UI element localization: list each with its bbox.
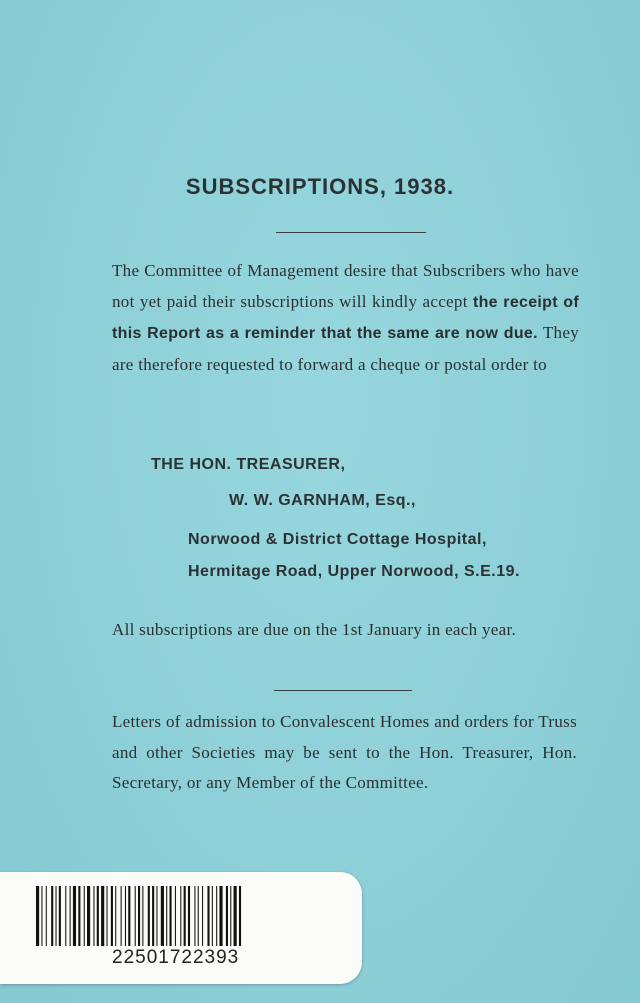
divider-top: [276, 232, 426, 233]
reminder-outro: They are therefore requested to forward a cheque or postal order to: [112, 323, 579, 374]
address-line-name: W. W. GARNHAM, Esq.,: [229, 492, 416, 509]
due-date-paragraph: All subscriptions are due on the 1st January in each year.: [112, 620, 517, 639]
reminder-intro: The Committee of Management desire that Subscribers who have not yet paid their subscriptions will kindly accept: [112, 261, 579, 311]
barcode-number: 22501722393: [112, 947, 240, 968]
admission-paragraph: Letters of admission to Convalescent Homes and orders for Truss and other Societies may be sent to the Hon. Treasurer, Hon. Secretary, or any Member of the Committee.: [112, 712, 577, 792]
address-line-road: Hermitage Road, Upper Norwood, S.E.19.: [188, 563, 520, 580]
page-title: SUBSCRIPTIONS, 1938.: [185, 174, 455, 199]
barcode-image: [36, 886, 326, 946]
address-line-treasurer: THE HON. TREASURER,: [151, 456, 346, 473]
reminder-paragraph: [112, 256, 579, 380]
address-line-hospital: Norwood & District Cottage Hospital,: [188, 531, 487, 548]
reminder-bold-text: the receipt of this Report as a reminder that the same are now due.: [112, 293, 579, 342]
divider-bottom: [274, 690, 412, 691]
